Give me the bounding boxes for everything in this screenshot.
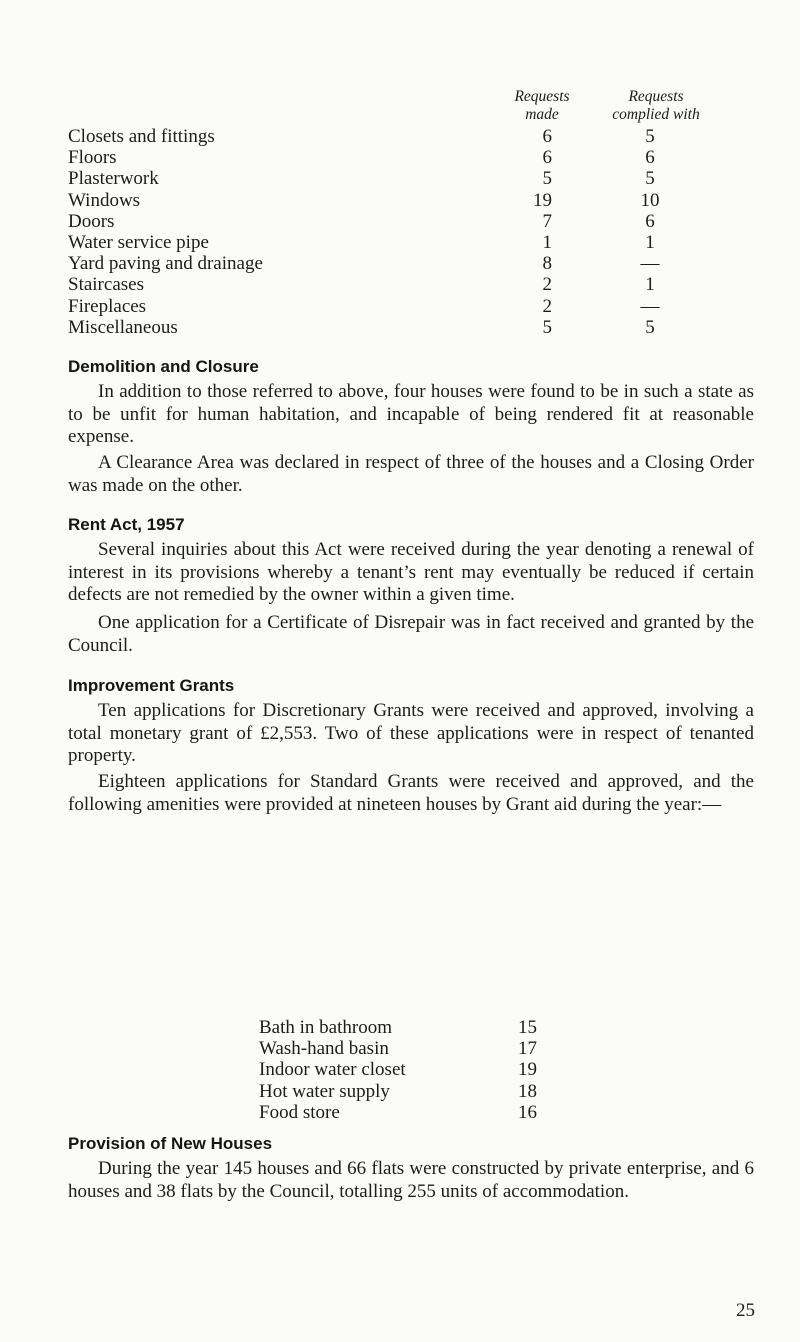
amenity-row [259,1038,559,1059]
amenity-label: Wash-hand basin [259,1038,389,1060]
requests-made-value: 2 [542,295,552,317]
page-number: 25 [736,1300,755,1321]
requests-complied-value: 6 [645,147,655,169]
requests-complied-value: 10 [640,189,660,211]
requests-made-value: 6 [542,147,552,169]
amenity-count: 15 [518,1017,537,1038]
requests-complied-value: 5 [645,316,655,338]
requests-complied-value: 1 [645,274,655,296]
requests-made-value: 8 [542,253,552,275]
table-row [68,168,768,189]
requests-made-value: 7 [542,210,552,232]
table-row [68,232,768,253]
requests-made-value: 2 [542,274,552,296]
row-item-label: Fireplaces [68,295,147,317]
row-item-label: Water service pipe [68,231,209,253]
rent-act-para-1: Several inquiries about this Act were received during the year denoting a renewal of interest in its provisions whereby a tenant’s rent may eventually be reduced if certain defects are not remedied by the owner within a given time. [68,539,754,605]
table-row [68,274,768,295]
row-item-label: Miscellaneous [68,316,178,338]
amenity-label: Indoor water closet [259,1059,406,1081]
amenity-count: 19 [518,1059,537,1081]
row-item-label: Staircases [68,274,144,296]
amenity-label: Bath in bathroom [259,1017,392,1038]
requests-complied-value: 6 [645,210,655,232]
table-row [68,253,768,274]
table-row [68,126,768,147]
table-row [68,211,768,232]
table-row [68,296,768,317]
amenity-label: Hot water supply [259,1080,390,1102]
demolition-para-1: In addition to those referred to above, four houses were found to be in such a state as to be unfit for human habitation, and incapable of being rendered fit at reasonable expense. [68,381,754,447]
requests-made-value: 19 [533,189,552,211]
amenity-label: Food store [259,1101,340,1123]
row-item-label: Floors [68,147,117,169]
amenity-row [259,1017,559,1038]
header-requests-made: Requests made [514,88,570,123]
requests-made-value: 1 [542,231,552,253]
requests-made-value: 5 [542,168,552,190]
amenity-row [259,1059,559,1080]
requests-made-value: 5 [542,316,552,338]
demolition-para-2: A Clearance Area was declared in respect of three of the houses and a Closing Order was made on the other. [68,452,754,496]
table-row [68,190,768,211]
amenities-list [259,1017,559,1123]
amenity-count: 17 [518,1038,537,1060]
table-row [68,147,768,168]
amenity-count: 16 [518,1101,537,1123]
row-item-label: Doors [68,210,115,232]
header-requests-complied: Requests complied with [612,88,700,123]
amenity-count: 18 [518,1080,537,1102]
row-item-label: Closets and fittings [68,126,215,147]
table-row [68,317,768,338]
table-body [68,126,768,338]
grants-para-1: Ten applications for Discretionary Grants were received and approved, involving a total monetary grant of £2,553. Two of these applications were in respect of tenanted property. [68,700,754,766]
rent-act-para-2: One application for a Certificate of Disrepair was in fact received and granted by the Council. [68,612,754,656]
new-houses-para-1: During the year 145 houses and 66 flats were constructed by private enterprise, and 6 houses and 38 flats by the Council, totalling 255 units of accommodation. [68,1158,754,1202]
repairs-table [68,88,768,338]
amenity-row [259,1102,559,1123]
heading-new-houses: Provision of New Houses [68,1134,273,1153]
requests-complied-value: 1 [645,231,655,253]
requests-complied-value: — [640,295,660,317]
requests-complied-value: — [640,253,660,275]
row-item-label: Windows [68,189,141,211]
amenity-row [259,1081,559,1102]
heading-improvement-grants: Improvement Grants [68,676,235,695]
requests-made-value: 6 [542,126,552,147]
table-header [68,88,768,126]
heading-demolition: Demolition and Closure [68,357,259,376]
row-item-label: Yard paving and drainage [68,253,263,275]
grants-para-2: Eighteen applications for Standard Grants were received and approved, and the following amenities were provided at nineteen houses by Grant aid during the year:— [68,771,754,815]
requests-complied-value: 5 [645,126,655,147]
heading-rent-act: Rent Act, 1957 [68,515,185,534]
requests-complied-value: 5 [645,168,655,190]
row-item-label: Plasterwork [68,168,159,190]
